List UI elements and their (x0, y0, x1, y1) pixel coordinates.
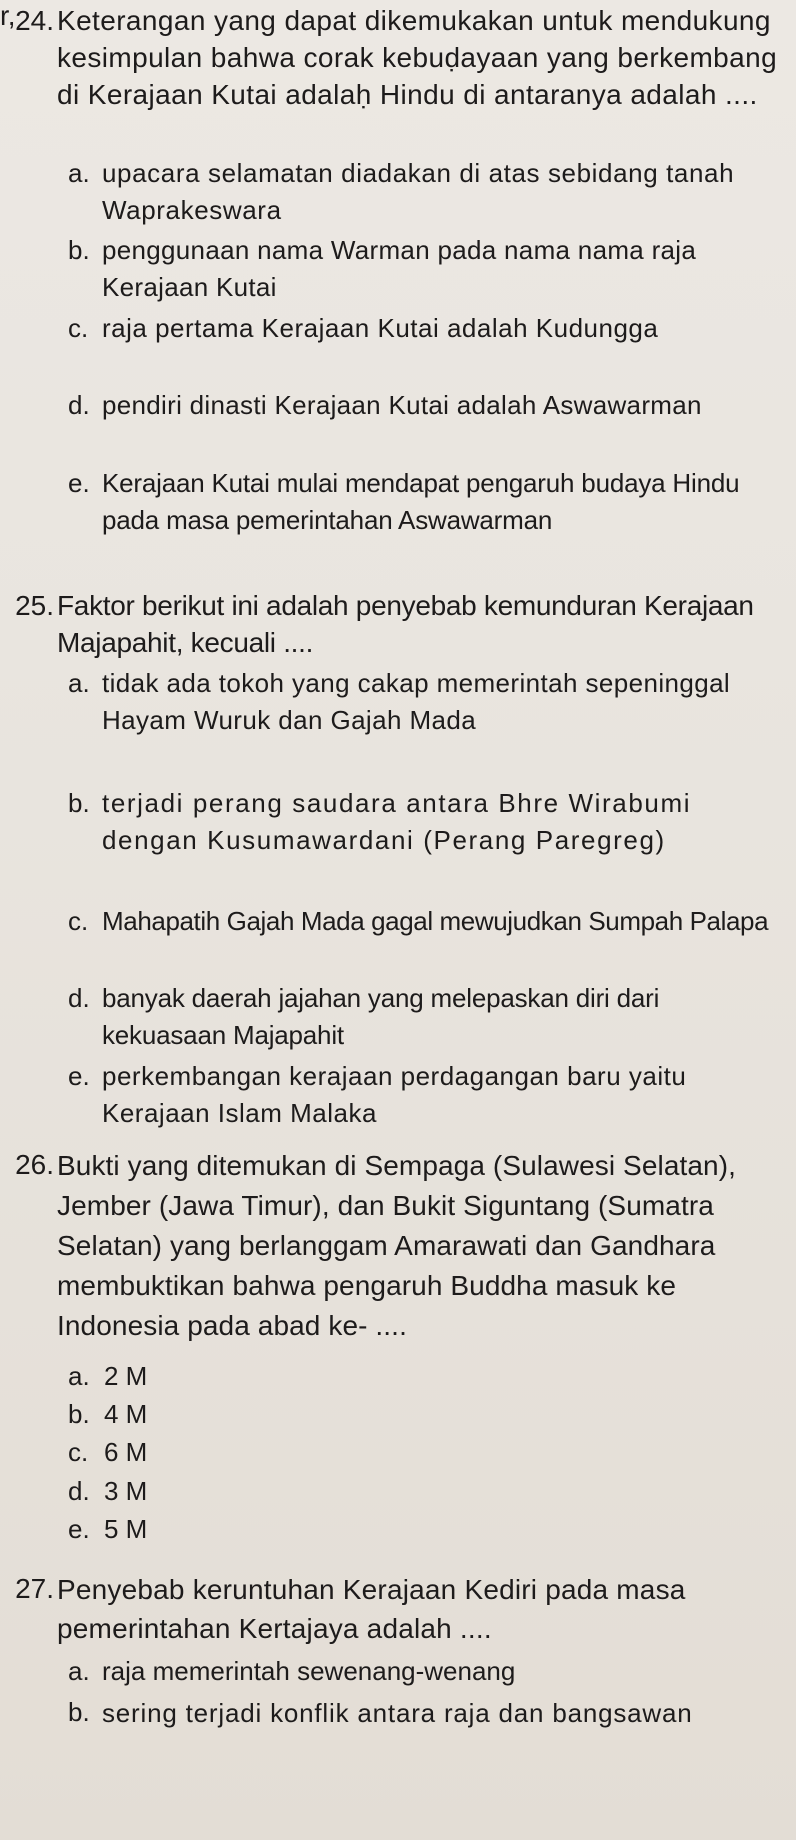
option-letter: a. (68, 158, 90, 188)
question-number: 27. (15, 1573, 54, 1604)
option-text: 3 M (104, 1476, 148, 1506)
question-number: 25. (15, 590, 54, 621)
question-number: 24. (15, 5, 54, 36)
option-letter: d. (68, 1476, 90, 1506)
option-letter: a. (68, 1656, 90, 1686)
option-text: sering terjadi konflik antara raja dan bangsawan (102, 1698, 693, 1728)
option-text: 4 M (104, 1399, 148, 1429)
option-letter: b. (68, 1697, 90, 1727)
option-letter: a. (68, 668, 90, 698)
question-number: 26. (15, 1149, 54, 1180)
question-text: Faktor berikut ini adalah penyebab kemunduran Kerajaan Majapahit, kecuali .... (57, 590, 754, 658)
edge-mark: r, (0, 0, 16, 31)
question-text: Penyebab keruntuhan Kerajaan Kediri pada masa pemerintahan Kertajaya adalah .... (57, 1574, 686, 1644)
option-letter: e. (68, 468, 90, 498)
question-text: Bukti yang ditemukan di Sempaga (Sulawesi Selatan), Jember (Jawa Timur), dan Bukit Siguntang (Sumatra Selatan) yang berlanggam Amarawati dan Gandhara membuktikan bahwa pengaruh Buddha masuk ke Indonesia pada abad ke- .... (57, 1150, 737, 1341)
question-text: Keterangan yang dapat dikemukakan untuk mendukung kesimpulan bahwa corak kebuḍayaan yang berkembang di Kerajaan Kutai adalaḥ Hindu di antaranya adalah .... (57, 5, 778, 110)
option-text: terjadi perang saudara antara Bhre Wirabumi dengan Kusumawardani (Perang Paregreg) (102, 788, 692, 855)
option-letter: d. (68, 983, 90, 1013)
option-text: raja memerintah sewenang-wenang (102, 1656, 516, 1686)
option-text: penggunaan nama Warman pada nama nama raja Kerajaan Kutai (102, 235, 697, 302)
option-text: perkembangan kerajaan perdagangan baru yaitu Kerajaan Islam Malaka (102, 1061, 687, 1128)
option-text: 5 M (104, 1514, 148, 1544)
option-letter: c. (68, 313, 89, 343)
option-letter: c. (68, 1437, 89, 1467)
option-letter: e. (68, 1514, 90, 1544)
option-text: pendiri dinasti Kerajaan Kutai adalah Aswawarman (102, 390, 702, 420)
option-letter: b. (68, 1399, 90, 1429)
option-text: Mahapatih Gajah Mada gagal mewujudkan Sumpah Palapa (102, 906, 769, 936)
option-letter: d. (68, 390, 90, 420)
option-text: 6 M (104, 1437, 148, 1467)
option-letter: b. (68, 788, 90, 818)
option-letter: c. (68, 906, 89, 936)
option-text: Kerajaan Kutai mulai mendapat pengaruh budaya Hindu pada masa pemerintahan Aswawarman (102, 468, 740, 535)
option-text: raja pertama Kerajaan Kutai adalah Kudungga (102, 313, 659, 343)
option-text: upacara selamatan diadakan di atas sebidang tanah Waprakeswara (102, 158, 735, 225)
option-text: tidak ada tokoh yang cakap memerintah sepeninggal Hayam Wuruk dan Gajah Mada (102, 668, 731, 735)
option-letter: b. (68, 235, 90, 265)
option-letter: e. (68, 1061, 90, 1091)
option-text: 2 M (104, 1361, 148, 1391)
option-letter: a. (68, 1361, 90, 1391)
option-text: banyak daerah jajahan yang melepaskan diri dari kekuasaan Majapahit (102, 983, 660, 1050)
